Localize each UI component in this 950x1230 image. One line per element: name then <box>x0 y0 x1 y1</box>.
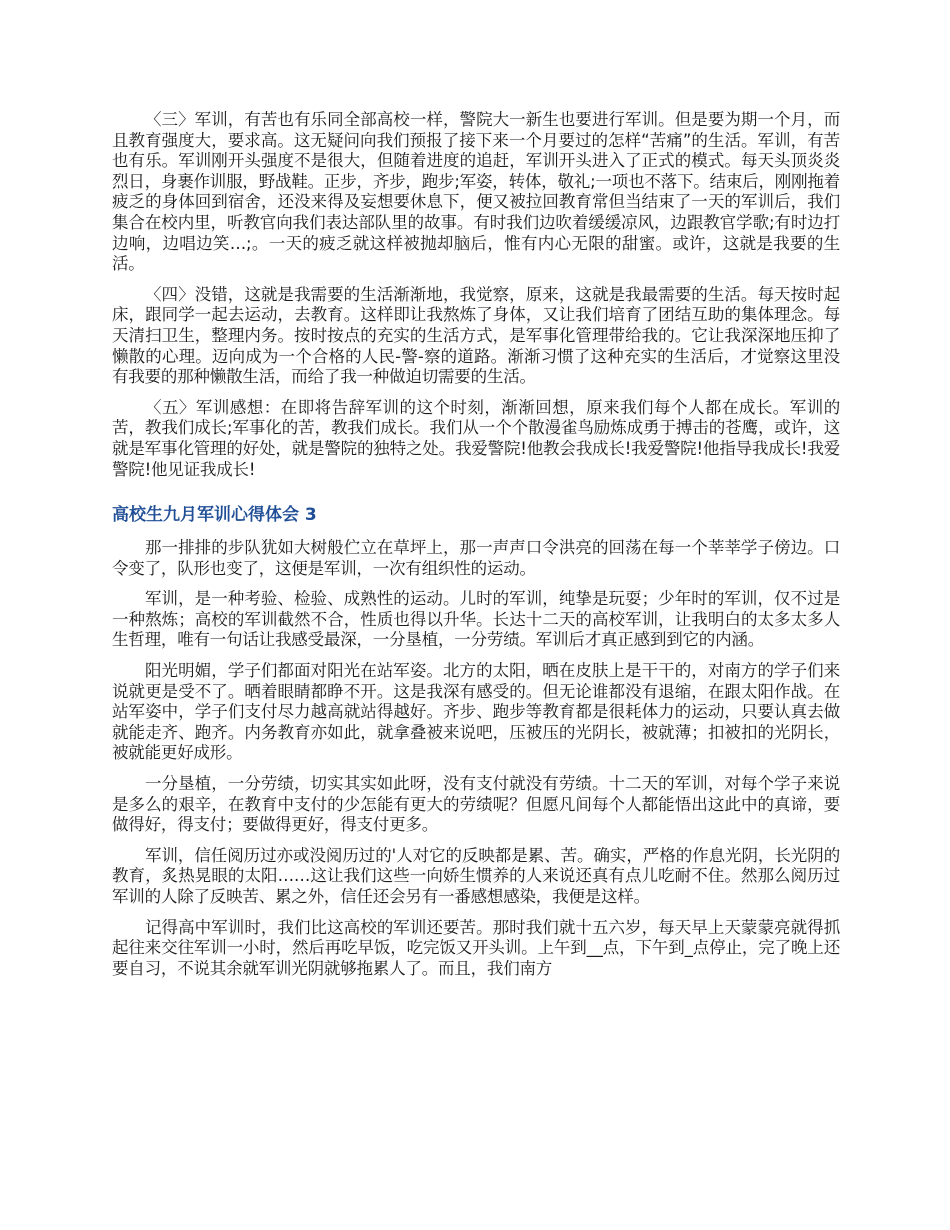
paragraph: 阳光明媚，学子们都面对阳光在站军姿。北方的太阳，晒在皮肤上是干干的，对南方的学子们来说就更是受不了。晒着眼睛都睁不开。这是我深有感受的。但无论谁都没有退缩，在跟太阳作战。在站军姿中，学子们支付尽力越高就站得越好。齐步、跑步等教育都是很耗体力的运动，只要认真去做就能走齐、跑齐。内务教育亦如此，就拿叠被来说吧，压被压的光阴长，被就薄；扣被扣的光阴长，被就能更好成形。 <box>112 661 840 763</box>
paragraph: 记得高中军训时，我们比这高校的军训还要苦。那时我们就十五六岁，每天早上天蒙蒙亮就得抓起往来交往军训一小时，然后再吃早饭，吃完饭又开头训。上午到__点，下午到_点停止，完了晚上还要自习，不说其余就军训光阴就够拖累人了。而且，我们南方 <box>112 917 840 978</box>
paragraph: 一分垦植，一分劳绩，切实其实如此呀，没有支付就没有劳绩。十二天的军训，对每个学子来说是多么的艰辛，在教育中支付的少怎能有更大的劳绩呢？但愿凡间每个人都能悟出这此中的真谛，要做得好，得支付；要做得更好，得支付更多。 <box>112 774 840 835</box>
paragraph: 军训，信任阅历过亦或没阅历过的'人对它的反映都是累、苦。确实，严格的作息光阴，长光阴的教育，炙热晃眼的太阳……这让我们这些一向娇生惯养的人来说还真有点儿吃耐不住。然那么阅历过军训的人除了反映苦、累之外，信任还会另有一番感想感染，我便是这样。 <box>112 845 840 906</box>
section-heading: 高校生九月军训心得体会 3 <box>112 505 317 526</box>
paragraph: 那一排排的步队犹如大树般伫立在草坪上，那一声声口令洪亮的回荡在每一个莘莘学子傍边。口令变了，队形也变了，这便是军训，一次有组织性的运动。 <box>112 538 840 578</box>
paragraph-section-5: 〈五〉军训感想：在即将告辞军训的这个时刻，渐渐回想，原来我们每个人都在成长。军训的苦，教我们成长;军事化的苦，教我们成长。我们从一个个散漫雀鸟励炼成勇于搏击的苍鹰，或许，这就是军事化管理的好处，就是警院的独特之处。我爱警院!他教会我成长!我爱警院!他指导我成长!我爱警院!他见证我成长! <box>112 397 840 479</box>
paragraph-section-3: 〈三〉军训，有苦也有乐同全部高校一样，警院大一新生也要进行军训。但是要为期一个月，而且教育强度大，要求高。这无疑问向我们预报了接下来一个月要过的怎样“苦痛”的生活。军训，有苦也有乐。军训刚开头强度不是很大，但随着进度的追赶，军训开头进入了正式的模式。每天头顶炎炎烈日，身裹作训服，野战鞋。正步，齐步，跑步;军姿，转体，敬礼;一项也不落下。结束后，刚刚拖着疲乏的身体回到宿舍，还没来得及妄想要休息下，便又被拉回教育常但当结束了一天的军训后，我们集合在校内里，听教官向我们表达部队里的故事。有时我们边吹着缓缓凉风，边跟教官学歌;有时边打边响，边唱边笑…;。一天的疲乏就这样被抛却脑后，惟有内心无限的甜蜜。或许，这就是我要的生活。 <box>112 110 840 274</box>
paragraph-section-4: 〈四〉没错，这就是我需要的生活渐渐地，我觉察，原来，这就是我最需要的生活。每天按时起床，跟同学一起去运动，去教育。这样即让我熬炼了身体，又让我们培育了团结互助的集体理念。每天清扫卫生，整理内务。按时按点的充实的生活方式，是军事化管理带给我的。它让我深深地压抑了懒散的心理。迈向成为一个合格的人民-警-察的道路。渐渐习惯了这种充实的生活后，才觉察这里没有我要的那种懒散生活，而给了我一种做迫切需要的生活。 <box>112 284 840 387</box>
document-page <box>112 110 840 989</box>
paragraph: 军训，是一种考验、检验、成熟性的运动。儿时的军训，纯挚是玩耍；少年时的军训，仅不过是一种熬炼；高校的军训截然不合，性质也得以升华。长达十二天的高校军训，让我明白的太多太多人生哲理，唯有一句话让我感受最深，一分垦植，一分劳绩。军训后才真正感到到它的内涵。 <box>112 589 840 650</box>
